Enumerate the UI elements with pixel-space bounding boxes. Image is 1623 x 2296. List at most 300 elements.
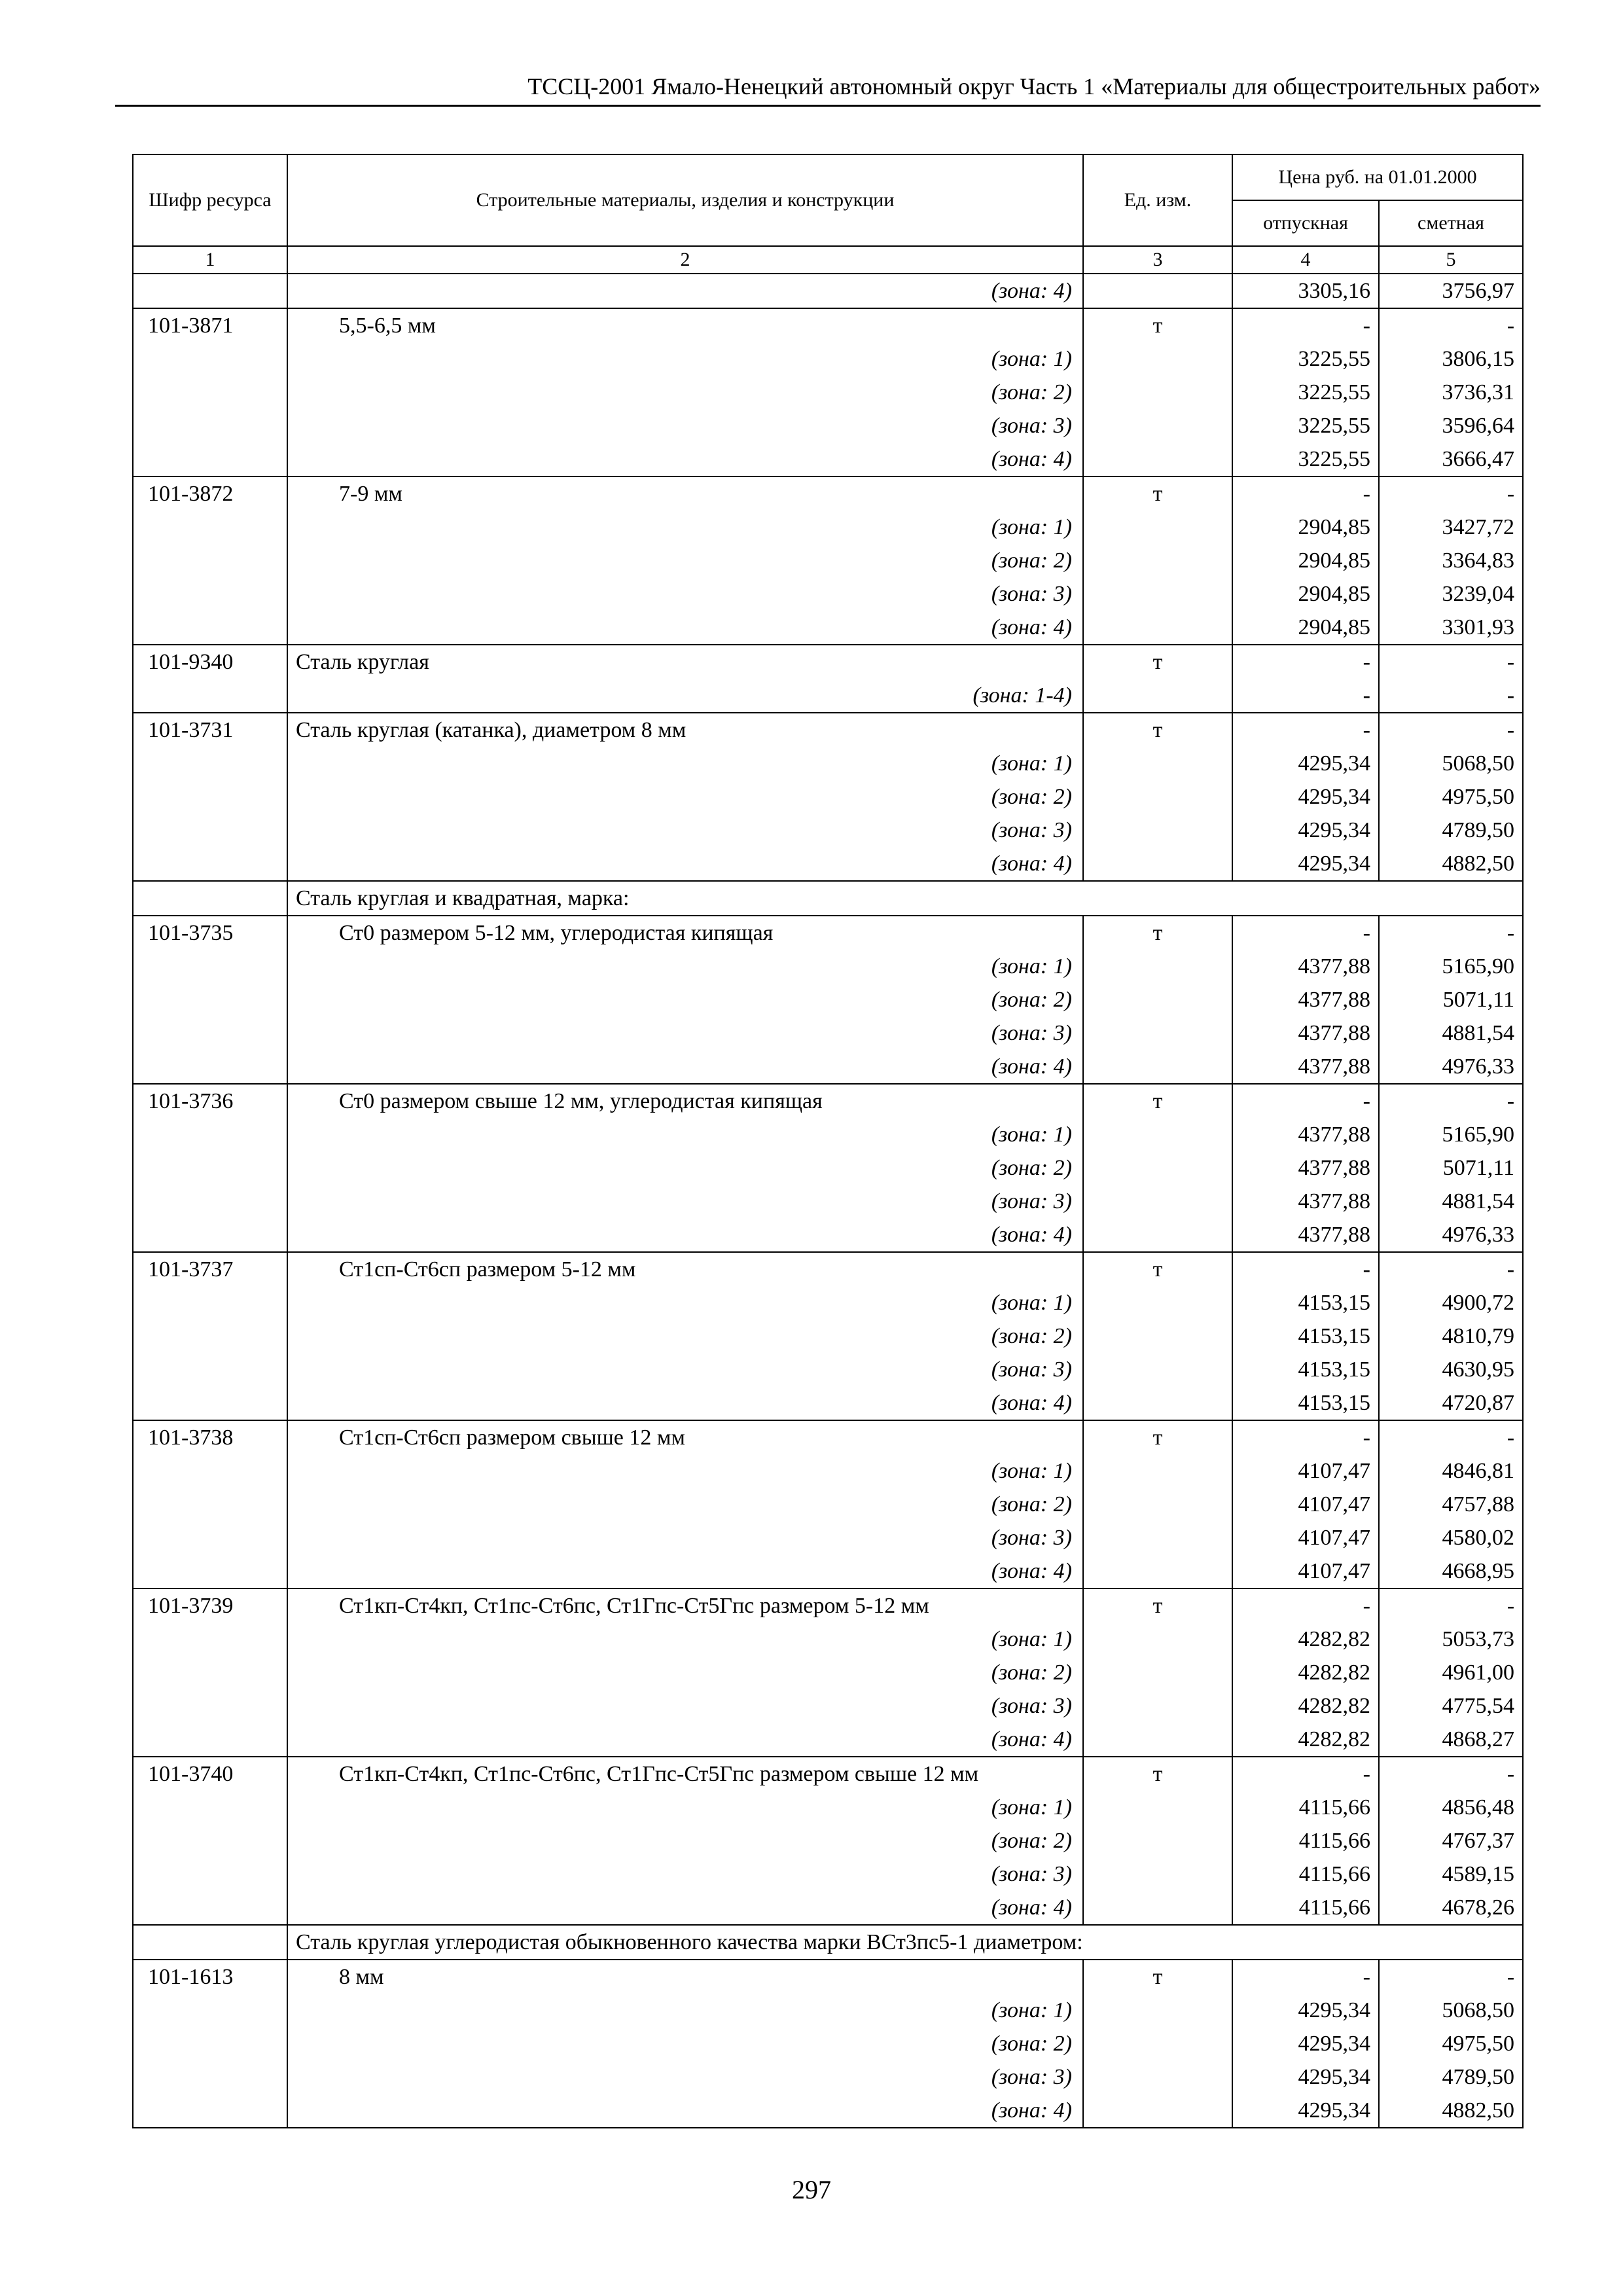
resource-code (133, 1791, 287, 1824)
zone-label: (зона: 3) (287, 814, 1083, 847)
unit (1083, 1689, 1232, 1723)
estimate-price: - (1379, 679, 1523, 713)
resource-code: 101-9340 (133, 645, 287, 679)
resource-code (133, 1656, 287, 1689)
header-price-group: Цена руб. на 01.01.2000 (1232, 154, 1523, 200)
resource-code (133, 814, 287, 847)
release-price: - (1232, 476, 1379, 511)
zone-label: (зона: 2) (287, 1824, 1083, 1857)
zone-label: (зона: 4) (287, 1891, 1083, 1925)
zone-row (133, 814, 1523, 847)
zone-label: (зона: 3) (287, 1185, 1083, 1218)
zone-row (133, 1050, 1523, 1084)
unit (1083, 2060, 1232, 2094)
group-title: Сталь круглая углеродистая обыкновенного качества марки ВСт3пс5-1 диаметром: (287, 1925, 1523, 1960)
unit (1083, 1891, 1232, 1925)
col-number: 5 (1379, 246, 1523, 274)
release-price: - (1232, 645, 1379, 679)
item-row (133, 916, 1523, 950)
zone-row (133, 1824, 1523, 1857)
release-price: - (1232, 916, 1379, 950)
unit: т (1083, 713, 1232, 747)
resource-code (133, 881, 287, 916)
release-price: 4295,34 (1232, 1994, 1379, 2027)
estimate-price: 4589,15 (1379, 1857, 1523, 1891)
zone-row (133, 2094, 1523, 2128)
resource-code (133, 1386, 287, 1420)
material-name: Ст0 размером свыше 12 мм, углеродистая кипящая (287, 1084, 1083, 1118)
release-price: - (1232, 713, 1379, 747)
zone-label: (зона: 1) (287, 1994, 1083, 2027)
release-price: 4282,82 (1232, 1689, 1379, 1723)
release-price: - (1232, 1252, 1379, 1286)
resource-code: 101-3736 (133, 1084, 287, 1118)
unit (1083, 2027, 1232, 2060)
estimate-price: 5071,11 (1379, 1151, 1523, 1185)
estimate-price: 4678,26 (1379, 1891, 1523, 1925)
release-price: 2904,85 (1232, 611, 1379, 645)
zone-label: (зона: 3) (287, 1353, 1083, 1386)
release-price: 4377,88 (1232, 1151, 1379, 1185)
unit (1083, 1286, 1232, 1319)
estimate-price: 4775,54 (1379, 1689, 1523, 1723)
unit (1083, 1454, 1232, 1488)
estimate-price: - (1379, 476, 1523, 511)
resource-code (133, 409, 287, 442)
zone-row (133, 1118, 1523, 1151)
unit (1083, 1791, 1232, 1824)
zone-row (133, 1488, 1523, 1521)
unit: т (1083, 1420, 1232, 1454)
unit (1083, 679, 1232, 713)
resource-code (133, 577, 287, 611)
zone-row (133, 1994, 1523, 2027)
page-number: 297 (792, 2175, 831, 2204)
unit (1083, 442, 1232, 476)
unit (1083, 847, 1232, 881)
zone-label: (зона: 4) (287, 1554, 1083, 1588)
release-price: 3225,55 (1232, 342, 1379, 376)
unit: т (1083, 1084, 1232, 1118)
unit (1083, 1218, 1232, 1252)
zone-label: (зона: 4) (287, 442, 1083, 476)
unit (1083, 511, 1232, 544)
release-price: 4153,15 (1232, 1319, 1379, 1353)
estimate-price: - (1379, 916, 1523, 950)
release-price: 4107,47 (1232, 1454, 1379, 1488)
release-price: - (1232, 1960, 1379, 1994)
resource-code (133, 950, 287, 983)
zone-label: (зона: 3) (287, 1016, 1083, 1050)
resource-code (133, 1353, 287, 1386)
zone-row (133, 1521, 1523, 1554)
release-price: - (1232, 1084, 1379, 1118)
release-price: 4282,82 (1232, 1656, 1379, 1689)
estimate-price: 4720,87 (1379, 1386, 1523, 1420)
estimate-price: - (1379, 713, 1523, 747)
unit (1083, 611, 1232, 645)
estimate-price: - (1379, 308, 1523, 342)
release-price: 2904,85 (1232, 577, 1379, 611)
estimate-price: 5068,50 (1379, 747, 1523, 780)
zone-label: (зона: 4) (287, 1723, 1083, 1757)
resource-code (133, 511, 287, 544)
zone-row (133, 780, 1523, 814)
estimate-price: 4789,50 (1379, 2060, 1523, 2094)
release-price: - (1232, 308, 1379, 342)
resource-code (133, 679, 287, 713)
unit (1083, 1185, 1232, 1218)
zone-label: (зона: 3) (287, 1857, 1083, 1891)
item-row (133, 1084, 1523, 1118)
unit (1083, 274, 1232, 308)
zone-row (133, 611, 1523, 645)
zone-row (133, 679, 1523, 713)
resource-code (133, 1319, 287, 1353)
estimate-price: 3301,93 (1379, 611, 1523, 645)
material-name: Ст1сп-Ст6сп размером свыше 12 мм (287, 1420, 1083, 1454)
zone-row (133, 983, 1523, 1016)
resource-code (133, 1118, 287, 1151)
resource-code (133, 1824, 287, 1857)
estimate-price: 3736,31 (1379, 376, 1523, 409)
zone-label: (зона: 4) (287, 274, 1083, 308)
resource-code (133, 2094, 287, 2128)
resource-code: 101-3738 (133, 1420, 287, 1454)
resource-code (133, 611, 287, 645)
resource-code (133, 1050, 287, 1084)
release-price: 4295,34 (1232, 814, 1379, 847)
unit (1083, 780, 1232, 814)
unit (1083, 1857, 1232, 1891)
estimate-price: 4846,81 (1379, 1454, 1523, 1488)
estimate-price: 4882,50 (1379, 847, 1523, 881)
zone-row (133, 1791, 1523, 1824)
zone-row (133, 1891, 1523, 1925)
estimate-price: - (1379, 645, 1523, 679)
estimate-price: 4975,50 (1379, 2027, 1523, 2060)
table-body (133, 274, 1523, 2128)
estimate-price: 4961,00 (1379, 1656, 1523, 1689)
unit (1083, 1319, 1232, 1353)
resource-code (133, 1857, 287, 1891)
zone-label: (зона: 3) (287, 577, 1083, 611)
release-price: 4115,66 (1232, 1857, 1379, 1891)
release-price: 4107,47 (1232, 1521, 1379, 1554)
resource-code (133, 1521, 287, 1554)
item-row (133, 1420, 1523, 1454)
unit: т (1083, 916, 1232, 950)
estimate-price: 4630,95 (1379, 1353, 1523, 1386)
zone-label: (зона: 4) (287, 847, 1083, 881)
zone-row (133, 274, 1523, 308)
unit (1083, 1623, 1232, 1656)
release-price: 4377,88 (1232, 1016, 1379, 1050)
estimate-price: 4882,50 (1379, 2094, 1523, 2128)
resource-code (133, 342, 287, 376)
zone-label: (зона: 2) (287, 1488, 1083, 1521)
zone-row (133, 1857, 1523, 1891)
unit: т (1083, 308, 1232, 342)
release-price: 4377,88 (1232, 1218, 1379, 1252)
estimate-price: 4789,50 (1379, 814, 1523, 847)
material-name: 7-9 мм (287, 476, 1083, 511)
resource-code (133, 1016, 287, 1050)
unit (1083, 747, 1232, 780)
estimate-price: 4856,48 (1379, 1791, 1523, 1824)
resource-code (133, 1554, 287, 1588)
zone-row (133, 1185, 1523, 1218)
material-name: Сталь круглая (катанка), диаметром 8 мм (287, 713, 1083, 747)
unit (1083, 1016, 1232, 1050)
item-row (133, 476, 1523, 511)
release-price: 4295,34 (1232, 847, 1379, 881)
resource-code (133, 847, 287, 881)
item-row (133, 308, 1523, 342)
release-price: - (1232, 1757, 1379, 1791)
estimate-price: 4975,50 (1379, 780, 1523, 814)
running-header: ТССЦ-2001 Ямало-Ненецкий автономный округ Часть 1 «Материалы для общестроительных работ» (527, 73, 1541, 99)
zone-row (133, 1016, 1523, 1050)
unit (1083, 1050, 1232, 1084)
release-price: 4115,66 (1232, 1791, 1379, 1824)
zone-row (133, 1689, 1523, 1723)
header-estimate: сметная (1379, 200, 1523, 246)
zone-row (133, 1623, 1523, 1656)
material-name: Ст1кп-Ст4кп, Ст1пс-Ст6пс, Ст1Гпс-Ст5Гпс размером 5-12 мм (287, 1588, 1083, 1623)
zone-row (133, 1386, 1523, 1420)
release-price: 3225,55 (1232, 376, 1379, 409)
zone-label: (зона: 3) (287, 409, 1083, 442)
item-row (133, 1588, 1523, 1623)
release-price: 4295,34 (1232, 2027, 1379, 2060)
estimate-price: 3427,72 (1379, 511, 1523, 544)
estimate-price: 5053,73 (1379, 1623, 1523, 1656)
unit (1083, 409, 1232, 442)
zone-label: (зона: 2) (287, 1319, 1083, 1353)
unit (1083, 1521, 1232, 1554)
unit: т (1083, 476, 1232, 511)
zone-row (133, 544, 1523, 577)
estimate-price: 3756,97 (1379, 274, 1523, 308)
header-name: Строительные материалы, изделия и конструкции (287, 154, 1083, 246)
resource-code: 101-3735 (133, 916, 287, 950)
release-price: 4377,88 (1232, 950, 1379, 983)
zone-row (133, 2027, 1523, 2060)
zone-label: (зона: 1) (287, 511, 1083, 544)
material-name: 5,5-6,5 мм (287, 308, 1083, 342)
estimate-price: 4976,33 (1379, 1050, 1523, 1084)
resource-code (133, 1185, 287, 1218)
resource-code: 101-1613 (133, 1960, 287, 1994)
release-price: 4153,15 (1232, 1353, 1379, 1386)
zone-label: (зона: 1) (287, 1286, 1083, 1319)
material-name: 8 мм (287, 1960, 1083, 1994)
header-rule (115, 105, 1541, 107)
zone-row (133, 847, 1523, 881)
unit (1083, 342, 1232, 376)
header-code: Шифр ресурса (133, 154, 287, 246)
estimate-price: 3364,83 (1379, 544, 1523, 577)
resource-code: 101-3740 (133, 1757, 287, 1791)
unit (1083, 950, 1232, 983)
material-name: Ст1сп-Ст6сп размером 5-12 мм (287, 1252, 1083, 1286)
zone-row (133, 1151, 1523, 1185)
zone-row (133, 1656, 1523, 1689)
estimate-price: 4580,02 (1379, 1521, 1523, 1554)
unit (1083, 2094, 1232, 2128)
resource-code (133, 2027, 287, 2060)
zone-label: (зона: 1) (287, 1454, 1083, 1488)
estimate-price: 4900,72 (1379, 1286, 1523, 1319)
resource-code (133, 2060, 287, 2094)
unit: т (1083, 1960, 1232, 1994)
release-price: 3225,55 (1232, 409, 1379, 442)
release-price: 4295,34 (1232, 2094, 1379, 2128)
zone-row (133, 342, 1523, 376)
estimate-price: 4881,54 (1379, 1185, 1523, 1218)
zone-label: (зона: 4) (287, 1218, 1083, 1252)
zone-row (133, 1218, 1523, 1252)
unit: т (1083, 645, 1232, 679)
unit (1083, 1151, 1232, 1185)
release-price: 4107,47 (1232, 1488, 1379, 1521)
zone-row (133, 747, 1523, 780)
zone-label: (зона: 1) (287, 950, 1083, 983)
item-row (133, 1960, 1523, 1994)
zone-row (133, 1454, 1523, 1488)
resource-code (133, 1891, 287, 1925)
zone-row (133, 2060, 1523, 2094)
zone-row (133, 511, 1523, 544)
zone-label: (зона: 3) (287, 2060, 1083, 2094)
unit (1083, 1554, 1232, 1588)
estimate-price: 3239,04 (1379, 577, 1523, 611)
zone-row (133, 409, 1523, 442)
resource-code (133, 1925, 287, 1960)
resource-code (133, 1994, 287, 2027)
resource-code (133, 780, 287, 814)
zone-label: (зона: 2) (287, 376, 1083, 409)
unit (1083, 577, 1232, 611)
header-release: отпускная (1232, 200, 1379, 246)
resource-code (133, 747, 287, 780)
zone-label: (зона: 1-4) (287, 679, 1083, 713)
estimate-price: 4810,79 (1379, 1319, 1523, 1353)
release-price: 4377,88 (1232, 1118, 1379, 1151)
release-price: 3305,16 (1232, 274, 1379, 308)
resource-code (133, 1286, 287, 1319)
estimate-price: - (1379, 1420, 1523, 1454)
zone-label: (зона: 1) (287, 1791, 1083, 1824)
estimate-price: 5068,50 (1379, 1994, 1523, 2027)
unit (1083, 1353, 1232, 1386)
zone-label: (зона: 4) (287, 2094, 1083, 2128)
unit (1083, 1386, 1232, 1420)
estimate-price: 4668,95 (1379, 1554, 1523, 1588)
col-number: 4 (1232, 246, 1379, 274)
estimate-price: 4767,37 (1379, 1824, 1523, 1857)
item-row (133, 1757, 1523, 1791)
unit: т (1083, 1588, 1232, 1623)
resource-code (133, 274, 287, 308)
unit (1083, 1488, 1232, 1521)
estimate-price: 4881,54 (1379, 1016, 1523, 1050)
estimate-price: - (1379, 1757, 1523, 1791)
release-price: - (1232, 1420, 1379, 1454)
estimate-price: 5071,11 (1379, 983, 1523, 1016)
estimate-price: - (1379, 1252, 1523, 1286)
price-table (132, 154, 1524, 2128)
release-price: 2904,85 (1232, 544, 1379, 577)
item-row (133, 713, 1523, 747)
zone-label: (зона: 2) (287, 2027, 1083, 2060)
release-price: 4115,66 (1232, 1824, 1379, 1857)
material-name: Ст1кп-Ст4кп, Ст1пс-Ст6пс, Ст1Гпс-Ст5Гпс размером свыше 12 мм (287, 1757, 1083, 1791)
estimate-price: 5165,90 (1379, 1118, 1523, 1151)
release-price: 4377,88 (1232, 1050, 1379, 1084)
zone-label: (зона: 2) (287, 983, 1083, 1016)
release-price: 4153,15 (1232, 1386, 1379, 1420)
material-name: Сталь круглая (287, 645, 1083, 679)
resource-code (133, 544, 287, 577)
resource-code: 101-3737 (133, 1252, 287, 1286)
unit: т (1083, 1757, 1232, 1791)
resource-code (133, 983, 287, 1016)
estimate-price: 3666,47 (1379, 442, 1523, 476)
release-price: 4295,34 (1232, 747, 1379, 780)
zone-row (133, 1353, 1523, 1386)
zone-row (133, 577, 1523, 611)
estimate-price: 3596,64 (1379, 409, 1523, 442)
estimate-price: - (1379, 1588, 1523, 1623)
release-price: 4153,15 (1232, 1286, 1379, 1319)
zone-label: (зона: 2) (287, 1656, 1083, 1689)
resource-code: 101-3739 (133, 1588, 287, 1623)
col-number: 1 (133, 246, 287, 274)
zone-label: (зона: 3) (287, 1689, 1083, 1723)
item-row (133, 1252, 1523, 1286)
unit: т (1083, 1252, 1232, 1286)
unit (1083, 1994, 1232, 2027)
estimate-price: - (1379, 1084, 1523, 1118)
estimate-price: 4757,88 (1379, 1488, 1523, 1521)
unit (1083, 814, 1232, 847)
estimate-price: - (1379, 1960, 1523, 1994)
release-price: 4295,34 (1232, 780, 1379, 814)
zone-label: (зона: 1) (287, 747, 1083, 780)
zone-label: (зона: 2) (287, 544, 1083, 577)
release-price: 4107,47 (1232, 1554, 1379, 1588)
unit (1083, 1824, 1232, 1857)
resource-code: 101-3871 (133, 308, 287, 342)
unit (1083, 1656, 1232, 1689)
group-row (133, 1925, 1523, 1960)
zone-label: (зона: 3) (287, 1521, 1083, 1554)
resource-code: 101-3872 (133, 476, 287, 511)
estimate-price: 4868,27 (1379, 1723, 1523, 1757)
zone-row (133, 1286, 1523, 1319)
unit (1083, 544, 1232, 577)
col-number: 2 (287, 246, 1083, 274)
zone-label: (зона: 1) (287, 1623, 1083, 1656)
group-row (133, 881, 1523, 916)
zone-label: (зона: 1) (287, 342, 1083, 376)
group-title: Сталь круглая и квадратная, марка: (287, 881, 1523, 916)
zone-label: (зона: 2) (287, 1151, 1083, 1185)
resource-code: 101-3731 (133, 713, 287, 747)
release-price: - (1232, 1588, 1379, 1623)
